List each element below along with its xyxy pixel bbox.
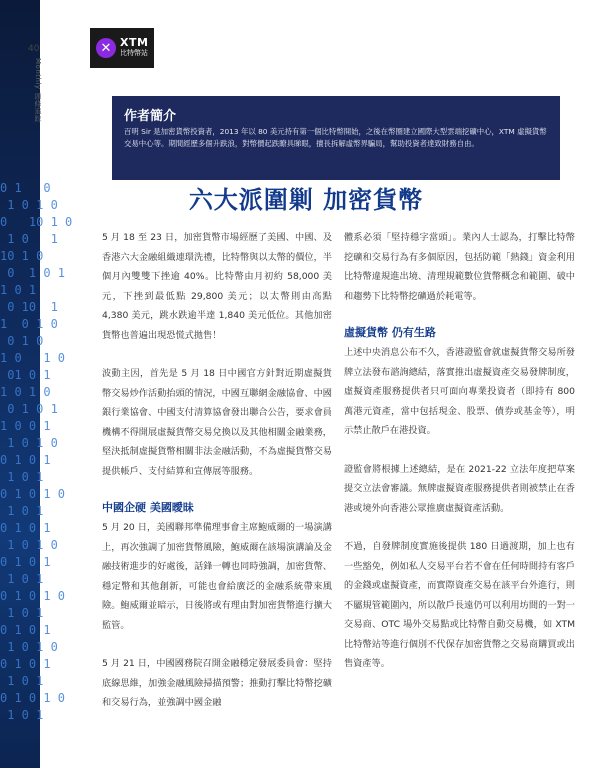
logo-name: XTM <box>120 36 149 49</box>
paragraph: 5 月 20 日，美國聯邦準備理事會主席鮑威爾的一場演講上，再次強調了加密貨幣風險，鮑威爾在該場演講論及金融技術進步的好處後，話鋒一轉也同時強調，加密貨幣、穩定幣和其他創新，可能也會給廣泛的金融系統帶來風險。鮑威爾並暗示，日後將或有理由對加密貨幣進行擴大監管。 <box>102 522 332 631</box>
paragraph: 證監會將根據上述總結，是在 2021-22 立法年度把草案提交立法會審議。無牌虛擬資產服務提供者則被禁止在香港或境外向香港公眾推廣虛擬資產活動。 <box>344 463 575 514</box>
article-headline: 六大派圍剿 加密貨幣 <box>188 186 424 214</box>
section-label: Monthly 頭條追踪 <box>34 58 42 123</box>
paragraph: 5 月 21 日，中國國務院召開金融穩定發展委員會：堅持底線思維，加強金融風險掃描預警；推動打擊比特幣挖礦和交易行為，並強調中國金融 <box>102 658 332 708</box>
subheading: 中國企硬 美國曖昧 <box>102 501 194 514</box>
logo-subtitle: 比特幣站 <box>120 49 148 57</box>
page-number: 40 <box>28 44 40 54</box>
paragraph: 波動主因，首先是 5 月 18 日中國官方針對近期虛擬貨幣交易炒作活動抬頭的情況，中國互聯網金融協會、中國銀行業協會、中國支付清算協會發出聯合公告，要求會員機構不得開展虛擬貨幣交易兌換以及其他相關金融業務，堅決抵制虛擬貨幣相關非法金融活動，不為虛擬貨幣交易提供帳戶、支付結算和宣傳展等服務。 <box>102 368 332 477</box>
paragraph: 體系必須「堅持穩字當頭」。業內人士認為，打擊比特幣挖礦和交易行為有多個原因，包括防範「熱錢」資金利用比特幣違規進出境、清理規範數位貨幣概念和範圍、破中和趨勢下比特幣挖礦過於耗電等。 <box>344 232 575 302</box>
right-column <box>344 228 575 693</box>
subheading: 虛擬貨幣 仍有生路 <box>344 326 436 339</box>
xtm-logo <box>90 28 154 68</box>
binary-decoration <box>0 180 80 740</box>
binary-digits: 0 1 0 1 0 1 0 0 10 1 0 1 0 1 10 1 0 0 1 0 1 1 0 1 0 10 1 1 0 1 0 0 1 0 1 0 1 0 01 0 1 1 0 1 0 0 1 0 1 1 0 0 1 1 0 1 0 0 1 0 1 1 0 1 0 1 0 1 0 1 0 1 0 1 0 1 1 0 1 0 0 1 0 1 1 0 1 0 1 0 1 0 1 0 1 0 1 0 1 1 0 1 0 0 1 0 1 1 0 1 0 1 0 1 0 1 0 1 <box>0 181 73 722</box>
left-column <box>102 228 332 732</box>
author-box <box>112 96 560 180</box>
author-bio: 百明 Sir 是加密貨幣投資者，2013 年以 80 美元持有第一個比特幣開始，之後在幣圈建立國際大型雲端挖礦中心，XTM 虛擬貨幣交易中心等。期間經歷多個升跌浪，對幣價起跌瞭具睇眼，擅長拆解虛幣界騙局，幫助投資者達致財務自由。 <box>124 127 547 148</box>
author-title: 作者簡介 <box>124 109 177 124</box>
xtm-mark-icon: ✕ <box>96 38 116 58</box>
paragraph: 5 月 18 至 23 日，加密貨幣市場經歷了美國、中國、及香港六大金融組織連環洗禮，比特幣與以太幣的價位，半個月內雙雙下挫逾 40%。比特幣由月初約 58,000 美元，下挫到最低點 29,800 美元；以太幣則由高點 4,380 美元，跳水跌逾半達 1,840 美元低位。其他加密貨幣也普遍出現恐慌式拋售！ <box>102 232 332 341</box>
paragraph: 上述中央消息公布不久，香港證監會就虛擬貨幣交易所發牌立法發布諮詢總結，落實推出虛擬資產交易發牌制度，虛擬資產服務提供者只可面向專業投資者（即持有 800 萬港元資產，當中包括現金、股票、債券或基金等），明示禁止散戶在港投資。 <box>344 347 575 436</box>
paragraph: 不過，自發牌制度實施後提供 180 日過渡期，加上也有一些豁免，例如私人交易平台若不會在任何時間持有客戶的金錢或虛擬資產，而實際資產交易在該平台外進行，則不屬規管範圍內，所以散戶長遠仍可以利用坊間的一對一交易商、OTC 場外交易點或比特幣自動交易機，如 XTM 比特幣站等進行個別不代保存加密貨幣之交易商購買或出售資產等。 <box>344 541 575 669</box>
